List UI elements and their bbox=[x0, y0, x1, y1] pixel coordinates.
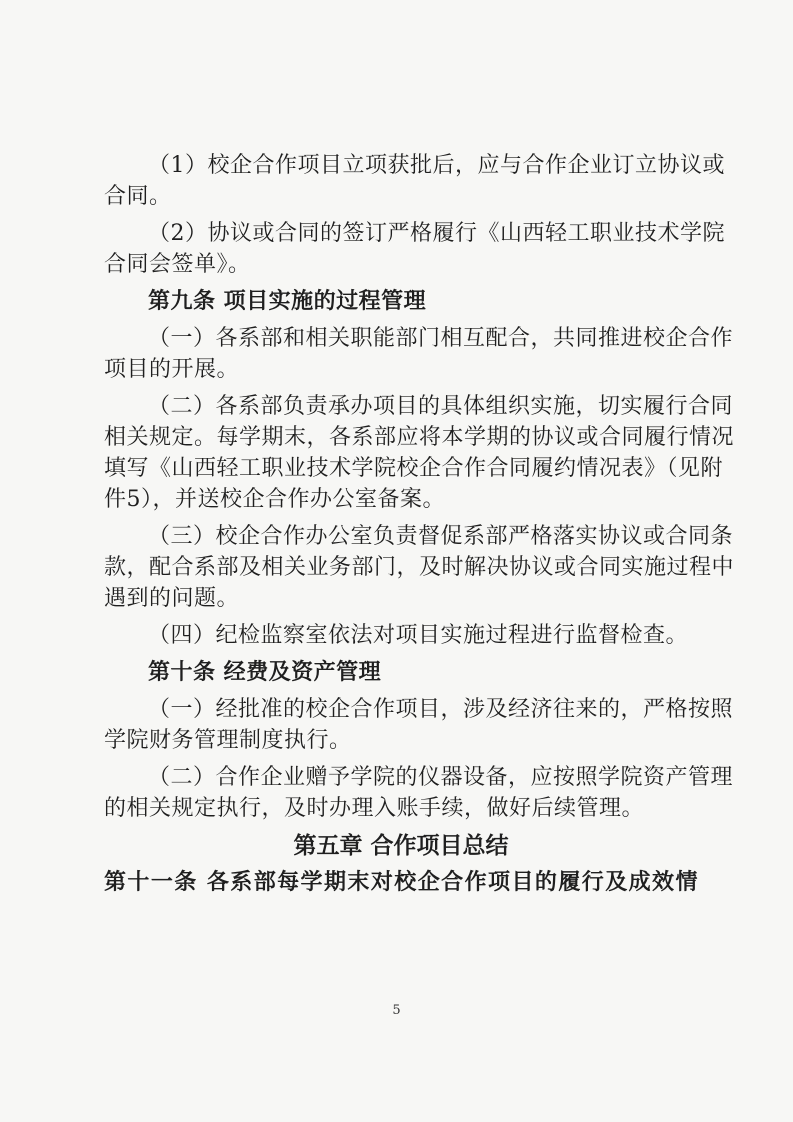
chapter-title: 第五章 合作项目总结 bbox=[293, 832, 509, 859]
paragraph-line: 相关规定。每学期末，各系部应将本学期的协议或合同履行情况 bbox=[104, 425, 735, 450]
paragraph-line: （1）校企合作项目立项获批后，应与合作企业订立协议或 bbox=[148, 153, 725, 178]
paragraph-line: （一）各系部和相关职能部门相互配合，共同推进校企合作 bbox=[148, 326, 734, 351]
page-number: 5 bbox=[392, 1003, 401, 1018]
paragraph-line: 学院财务管理制度执行。 bbox=[104, 728, 352, 753]
paragraph-line: 合同。 bbox=[104, 184, 172, 209]
paragraph-line: 合同会签单》。 bbox=[104, 252, 251, 277]
paragraph-line: 填写《山西轻工职业技术学院校企合作合同履约情况表》（见附 bbox=[104, 456, 724, 481]
section-heading: 第九条 项目实施的过程管理 bbox=[148, 288, 427, 314]
paragraph-line: （一）经批准的校企合作项目，涉及经济往来的，严格按照 bbox=[148, 697, 734, 722]
paragraph-line: 遇到的问题。 bbox=[104, 586, 240, 611]
paragraph-line: 项目的开展。 bbox=[104, 357, 240, 382]
paragraph-line: 款，配合系部及相关业务部门，及时解决协议或合同实施过程中 bbox=[104, 555, 735, 580]
paragraph-line: （三）校企合作办公室负责督促系部严格落实协议或合同条 bbox=[148, 524, 734, 549]
paragraph-line: （二）合作企业赠予学院的仪器设备，应按照学院资产管理 bbox=[148, 765, 734, 790]
paragraph-line: （2）协议或合同的签订严格履行《山西轻工职业技术学院 bbox=[148, 221, 725, 246]
paragraph-line: 的相关规定执行，及时办理入账手续，做好后续管理。 bbox=[104, 796, 645, 821]
article-line: 第十一条 各系部每学期末对校企合作项目的履行及成效情 bbox=[104, 869, 698, 895]
paragraph-line: 件5），并送校企合作办公室备案。 bbox=[104, 487, 445, 512]
section-heading: 第十条 经费及资产管理 bbox=[148, 659, 382, 685]
paragraph-line: （四）纪检监察室依法对项目实施过程进行监督检查。 bbox=[148, 623, 689, 648]
paragraph-line: （二）各系部负责承办项目的具体组织实施，切实履行合同 bbox=[148, 394, 734, 419]
document-body bbox=[104, 150, 735, 898]
